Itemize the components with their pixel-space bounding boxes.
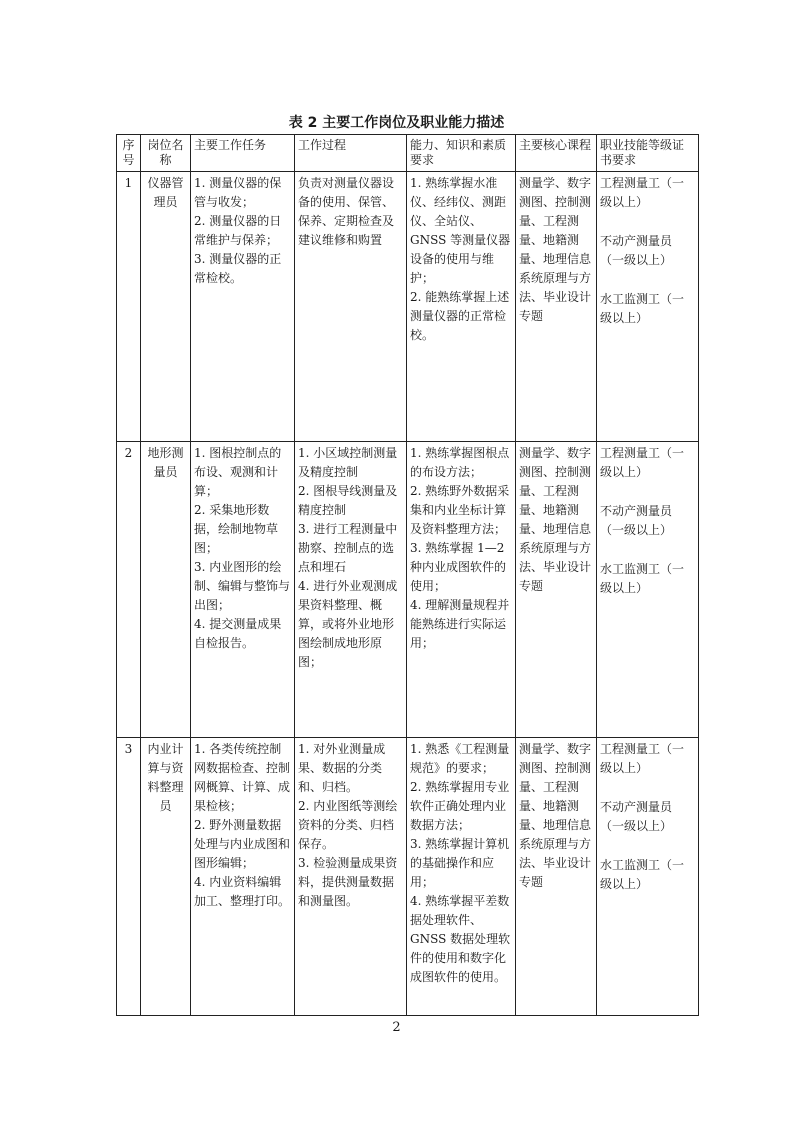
row-courses: 测量学、数字测图、控制测量、工程测量、地籍测量、地理信息系统原理与方法、毕业设计专题	[516, 738, 597, 1016]
task-item: 4. 提交测量成果自检报告。	[194, 617, 282, 650]
cert-item: 工程测量工（一级以上）	[600, 176, 685, 209]
header-process: 工作过程	[295, 135, 407, 172]
ability-item: 1. 熟练掌握图根点的布设方法；	[410, 446, 510, 479]
table-row	[117, 738, 699, 1016]
job-ability-table	[116, 134, 699, 1016]
cert-item: 水工监测工（一级以上）	[600, 292, 685, 325]
table-row	[117, 442, 699, 738]
process-item: 2. 内业图纸等测绘资料的分类、归档保存。	[298, 799, 398, 851]
row-certs	[597, 442, 699, 738]
row-process	[295, 442, 407, 738]
row-ability	[407, 172, 516, 442]
header-seq: 序号	[117, 135, 141, 172]
task-item: 1. 测量仪器的保管与收发；	[194, 176, 282, 209]
process-item: 1. 小区域控制测量及精度控制	[298, 446, 398, 479]
task-item: 1. 图根控制点的布设、观测和计算；	[194, 446, 282, 498]
row-courses: 测量学、数字测图、控制测量、工程测量、地籍测量、地理信息系统原理与方法、毕业设计专题	[516, 172, 597, 442]
row-certs	[597, 172, 699, 442]
row-process	[295, 172, 407, 442]
row-seq: 2	[117, 442, 141, 738]
row-courses: 测量学、数字测图、控制测量、工程测量、地籍测量、地理信息系统原理与方法、毕业设计专题	[516, 442, 597, 738]
task-item: 2. 采集地形数据，绘制地物草图；	[194, 503, 279, 555]
ability-item: 2. 能熟练掌握上述测量仪器的正常检校。	[410, 290, 510, 342]
header-certs: 职业技能等级证书要求	[597, 135, 699, 172]
row-tasks	[191, 172, 295, 442]
row-role: 内业计算与资料整理员	[141, 738, 191, 1016]
task-item: 3. 测量仪器的正常检校。	[194, 252, 282, 285]
row-ability	[407, 738, 516, 1016]
ability-item: 4. 熟练掌握平差数据处理软件、GNSS 数据处理软件的使用和数字化成图软件的使用。	[410, 894, 511, 984]
cert-item: 工程测量工（一级以上）	[600, 446, 685, 479]
row-role: 地形测量员	[141, 442, 191, 738]
row-seq: 1	[117, 172, 141, 442]
cert-item: 不动产测量员（一级以上）	[600, 234, 673, 267]
row-ability	[407, 442, 516, 738]
row-seq: 3	[117, 738, 141, 1016]
ability-item: 3. 熟练掌握 1—2 种内业成图软件的使用；	[410, 541, 507, 593]
task-item: 3. 内业图形的绘制、编辑与整饰与出图；	[194, 560, 291, 612]
task-item: 4. 内业资料编辑加工、整理打印。	[194, 875, 291, 908]
ability-item: 4. 理解测量规程并能熟练进行实际运用；	[410, 598, 510, 650]
cert-item: 工程测量工（一级以上）	[600, 742, 685, 775]
row-certs	[597, 738, 699, 1016]
process-item: 负责对测量仪器设备的使用、保管、保养、定期检查及建议维修和购置	[298, 176, 395, 247]
page-number: 2	[392, 1020, 401, 1035]
ability-item: 3. 熟练掌握计算机的基础操作和应用；	[410, 837, 510, 889]
ability-item: 2. 熟练掌握用专业软件正确处理内业数据方法；	[410, 780, 510, 832]
task-item: 1. 各类传统控制网数据检查、控制网概算、计算、成果检核；	[194, 742, 291, 813]
table-row	[117, 172, 699, 442]
table-title: 表 2 主要工作岗位及职业能力描述	[288, 115, 505, 131]
process-item: 4. 进行外业观测成果资料整理、概算，或将外业地形图绘制成地形原图；	[298, 579, 398, 669]
ability-item: 1. 熟悉《工程测量规范》的要求；	[410, 742, 510, 775]
header-tasks: 主要工作任务	[191, 135, 295, 172]
row-role: 仪器管理员	[141, 172, 191, 442]
row-process	[295, 738, 407, 1016]
row-tasks	[191, 442, 295, 738]
cert-item: 不动产测量员（一级以上）	[600, 800, 673, 833]
header-ability: 能力、知识和素质要求	[407, 135, 516, 172]
process-item: 1. 对外业测量成果、数据的分类和、归档。	[298, 742, 386, 794]
ability-item: 1. 熟练掌握水准仪、经纬仪、测距仪、全站仪、GNSS 等测量仪器设备的使用与维护；	[410, 176, 511, 285]
ability-item: 2. 熟练野外数据采集和内业坐标计算及资料整理方法；	[410, 484, 510, 536]
process-item: 2. 图根导线测量及精度控制	[298, 484, 398, 517]
cert-item: 不动产测量员（一级以上）	[600, 504, 673, 537]
header-row	[117, 135, 699, 172]
header-role: 岗位名称	[141, 135, 191, 172]
row-tasks	[191, 738, 295, 1016]
cert-item: 水工监测工（一级以上）	[600, 562, 685, 595]
task-item: 2. 测量仪器的日常维护与保养；	[194, 214, 282, 247]
cert-item: 水工监测工（一级以上）	[600, 858, 685, 891]
header-courses: 主要核心课程	[516, 135, 597, 172]
process-item: 3. 检验测量成果资料，提供测量数据和测量图。	[298, 856, 398, 908]
process-item: 3. 进行工程测量中勘察、控制点的选点和埋石	[298, 522, 398, 574]
task-item: 2. 野外测量数据处理与内业成图和图形编辑；	[194, 818, 291, 870]
